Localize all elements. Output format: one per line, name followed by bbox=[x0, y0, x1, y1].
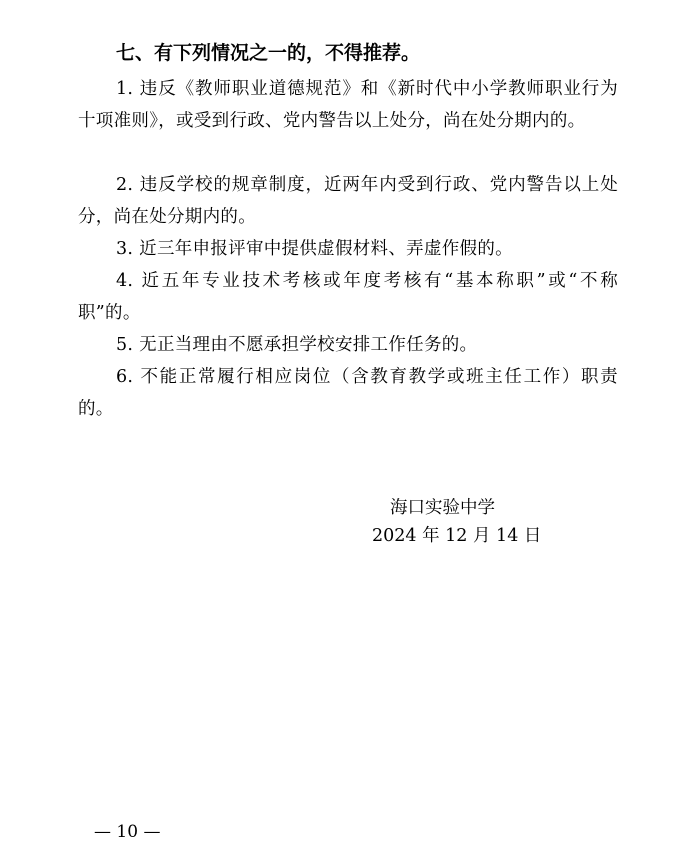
signature-organization: 海口实验中学 bbox=[390, 498, 495, 518]
page-number: — 10 — bbox=[94, 822, 161, 842]
section-heading: 七、有下列情况之一的，不得推荐。 bbox=[116, 42, 421, 64]
list-item: 2. 违反学校的规章制度，近两年内受到行政、党内警告以上处分，尚在处分期内的。 bbox=[78, 175, 618, 227]
list-item: 5. 无正当理由不愿承担学校安排工作任务的。 bbox=[116, 335, 478, 355]
list-item: 3. 近三年申报评审中提供虚假材料、弄虚作假的。 bbox=[116, 239, 513, 259]
list-item: 1. 违反《教师职业道德规范》和《新时代中小学教师职业行为十项准则》，或受到行政、党内警告以上处分，尚在处分期内的。 bbox=[78, 79, 618, 131]
list-item: 4. 近五年专业技术考核或年度考核有“基本称职”或“不称职”的。 bbox=[78, 271, 618, 323]
signature-date: 2024 年 12 月 14 日 bbox=[372, 526, 542, 546]
list-item: 6. 不能正常履行相应岗位（含教育教学或班主任工作）职责的。 bbox=[78, 367, 618, 419]
